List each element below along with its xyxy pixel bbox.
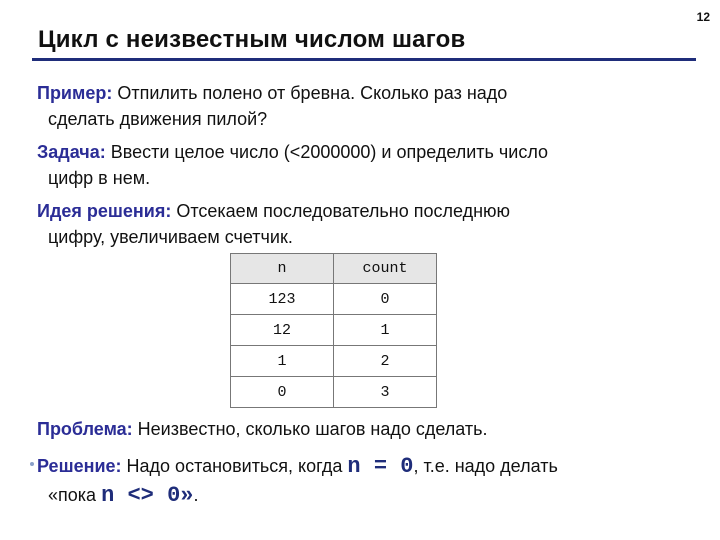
example-text-line2: сделать движения пилой? [48,109,268,129]
task-text-line2: цифр в нем. [48,168,151,188]
table-cell: 123 [231,284,334,315]
solution-code-2: n <> 0» [101,483,194,508]
slide-number: 12 [696,10,710,24]
table-header-n: n [231,254,334,284]
solution-text-2: , т.е. надо делать [413,456,558,476]
table-row [231,284,437,315]
idea-text-line2: цифру, увеличиваем счетчик. [48,227,293,247]
table-cell: 1 [334,315,437,346]
trace-table [230,253,437,408]
table-cell: 1 [231,346,334,377]
solution-text-4: . [193,485,199,505]
table-header-count: count [334,254,437,284]
solution-paragraph [37,452,677,510]
idea-label: Идея решения: [37,201,172,221]
task-label: Задача: [37,142,106,162]
task-text-line1: Ввести целое число (<2000000) и определить число [105,142,549,162]
table-cell: 0 [231,377,334,408]
table-cell: 3 [334,377,437,408]
example-paragraph [37,80,677,132]
idea-paragraph [37,198,677,250]
problem-label: Проблема: [37,419,133,439]
title-underline [32,58,696,61]
bullet-dot-icon [30,462,34,466]
solution-line2 [37,481,677,510]
solution-label: Решение: [37,456,122,476]
problem-paragraph [37,416,677,442]
task-paragraph [37,139,677,191]
solution-text-1: Надо остановиться, когда [121,456,348,476]
table-cell: 12 [231,315,334,346]
solution-code-1: n = 0 [347,454,414,479]
example-label: Пример: [37,83,113,103]
idea-text-line1: Отсекаем последовательно последнюю [171,201,511,221]
table-row [231,346,437,377]
solution-text-3: «пока [48,485,102,505]
example-text-line1: Отпилить полено от бревна. Сколько раз надо [112,83,508,103]
table-row [231,377,437,408]
slide-title: Цикл с неизвестным числом шагов [38,26,466,53]
problem-text: Неизвестно, сколько шагов надо сделать. [132,419,488,439]
table-header-row [231,254,437,284]
table-cell: 2 [334,346,437,377]
table-row [231,315,437,346]
table-cell: 0 [334,284,437,315]
